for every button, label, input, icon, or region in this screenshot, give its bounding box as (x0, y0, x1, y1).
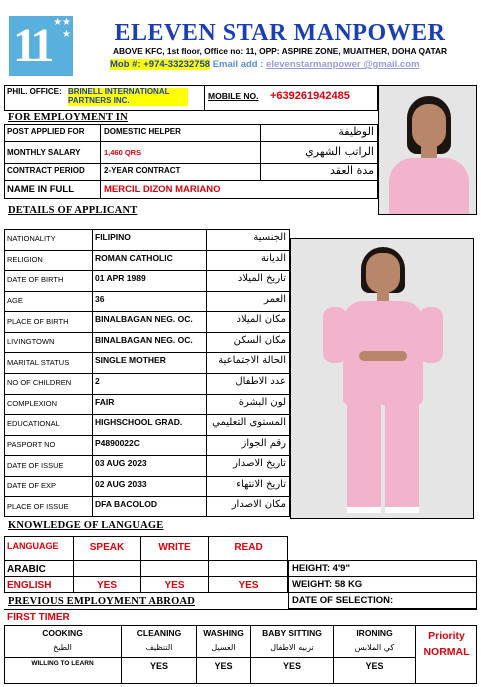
grid-line (4, 373, 290, 374)
grid-line (4, 657, 415, 658)
previous-employment-value: FIRST TIMER (7, 612, 70, 623)
detail-value: FILIPINO (95, 232, 131, 242)
date-of-selection: DATE OF SELECTION: (292, 595, 394, 606)
language-header: SPEAK (89, 542, 125, 553)
grid-line (4, 311, 290, 312)
mobile-number: Mob #: +974-33232758 (110, 59, 211, 70)
grid-line (288, 576, 477, 577)
detail-value: BINALBAGAN NEG. OC. (95, 314, 193, 325)
detail-arabic: تاريخ الانتهاء (236, 478, 286, 490)
priority-label: Priority (428, 630, 465, 642)
skill-value: YES (214, 661, 233, 671)
employment-value: 2-YEAR CONTRACT (104, 166, 181, 175)
detail-value: P4890022C (95, 437, 140, 448)
skill-value: YES (149, 661, 168, 671)
grid-line (260, 124, 261, 181)
weight-value: WEIGHT: 58 KG (292, 579, 363, 590)
detail-arabic: العمر (264, 293, 286, 305)
details-section-title: DETAILS OF APPLICANT (8, 205, 138, 216)
name-value: MERCIL DIZON MARIANO (104, 184, 221, 195)
detail-label: AGE (7, 296, 23, 305)
contact-line (110, 59, 480, 70)
skill-value: YES (365, 661, 384, 671)
priority-value: NORMAL (423, 646, 470, 658)
skill-header: WASHING (203, 628, 244, 638)
phil-office-label: PHIL. OFFICE: (7, 87, 62, 96)
grid-line (4, 476, 290, 477)
height-value: HEIGHT: 4'9" (292, 563, 350, 574)
detail-value: ROMAN CATHOLIC (95, 252, 173, 263)
employment-value: DOMESTIC HELPER (104, 127, 181, 136)
email-label: Email add : (212, 59, 264, 70)
skill-arabic: تربيه الاطفال (270, 643, 314, 652)
detail-label: COMPLEXION (7, 398, 58, 408)
language-name: ARABIC (7, 564, 46, 575)
phil-office-value: BRINELL INTERNATIONAL PARTNERS INC. (68, 88, 188, 106)
company-name: ELEVEN STAR MANPOWER (114, 20, 446, 46)
grid-line (100, 124, 101, 199)
detail-value: FAIR (95, 396, 115, 407)
language-header: WRITE (158, 542, 191, 553)
star-icon: ★ (62, 29, 71, 40)
detail-arabic: مكان الميلاد (236, 314, 286, 326)
detail-value: BINALBAGAN NEG. OC. (95, 334, 193, 345)
email-address[interactable]: elevenstarmanpower @gmail.com (266, 59, 420, 70)
grid-line (4, 270, 290, 271)
grid-line (288, 592, 477, 593)
grid-line (4, 560, 288, 561)
name-label: NAME IN FULL (7, 184, 75, 195)
skill-arabic: التنظيف (145, 643, 173, 652)
grid-line (4, 455, 290, 456)
grid-line (4, 141, 378, 142)
previous-employment-title: PREVIOUS EMPLOYMENT ABROAD (8, 596, 196, 607)
language-speak: YES (96, 580, 117, 591)
employment-arabic: الراتب الشهري (305, 145, 374, 158)
grid-line (4, 609, 477, 610)
detail-arabic: تاريخ الميلاد (237, 273, 286, 285)
language-header: READ (234, 542, 263, 553)
grid-line (4, 496, 290, 497)
detail-arabic: عدد الاطفال (235, 376, 286, 387)
detail-label: PLACE OF BIRTH (7, 316, 69, 326)
grid-line (4, 352, 290, 353)
detail-arabic: رقم الجواز (241, 437, 286, 449)
detail-arabic: الجنسية (253, 232, 286, 243)
grid-line (4, 435, 290, 436)
language-read: YES (238, 580, 259, 591)
detail-arabic: تاريخ الاصدار (233, 458, 286, 470)
language-name: ENGLISH (7, 580, 52, 591)
headshot-photo (378, 85, 477, 215)
detail-value: 2 (95, 376, 100, 386)
detail-label: DATE OF ISSUE (7, 460, 64, 470)
employment-section-title: FOR EMPLOYMENT IN (8, 112, 128, 123)
grid-line (4, 394, 290, 395)
detail-arabic: الديانة (260, 252, 286, 264)
employment-label: MONTHLY SALARY (7, 148, 81, 157)
language-write: YES (164, 580, 185, 591)
language-header: LANGUAGE (7, 541, 59, 551)
detail-label: DATE OF BIRTH (7, 275, 64, 285)
grid-line (4, 414, 290, 415)
detail-label: NATIONALITY (7, 234, 56, 244)
detail-value: 03 AUG 2023 (95, 458, 147, 469)
mobile-label: MOBILE NO. (208, 91, 259, 101)
detail-arabic: مكان الاصدار (231, 499, 286, 511)
detail-label: EDUCATIONAL (7, 419, 60, 429)
skill-header: CLEANING (136, 628, 182, 638)
skill-value: WILLING TO LEARN (31, 660, 94, 667)
logo-text: 11 (13, 19, 51, 72)
grid-line (4, 250, 290, 251)
office-divider (204, 85, 205, 111)
employment-label: POST APPLIED FOR (7, 127, 85, 136)
full-body-photo (290, 238, 474, 519)
detail-arabic: الحالة الاجتماعية (218, 355, 286, 367)
detail-value: 01 APR 1989 (95, 273, 146, 284)
grid-line (4, 163, 378, 164)
detail-label: LIVINGTOWN (7, 337, 55, 347)
language-section-title: KNOWLEDGE OF LANGUAGE (8, 520, 164, 531)
detail-arabic: مكان السكن (233, 334, 286, 346)
detail-value: 36 (95, 293, 105, 304)
detail-label: PLACE OF ISSUE (7, 501, 69, 511)
skill-arabic: الطبخ (53, 643, 72, 652)
skill-value: YES (282, 661, 301, 671)
grid-line (4, 332, 290, 333)
detail-value: HIGHSCHOOL GRAD. (95, 417, 183, 428)
skill-header: IRONING (356, 628, 393, 638)
detail-label: MARITAL STATUS (7, 357, 70, 367)
detail-arabic: المستوى التعليمي (212, 417, 286, 429)
detail-value: DFA BACOLOD (95, 499, 158, 510)
detail-value: 02 AUG 2033 (95, 478, 147, 489)
star-icon: ★★ (53, 17, 71, 28)
employment-label: CONTRACT PERIOD (7, 166, 85, 175)
detail-label: NO OF CHILDREN (7, 378, 72, 388)
skill-header: BABY SITTING (262, 628, 322, 638)
detail-value: SINGLE MOTHER (95, 355, 166, 366)
detail-arabic: لون البشرة (238, 396, 286, 408)
grid-line (4, 291, 290, 292)
skill-arabic: الغسيل (211, 643, 236, 652)
detail-label: PASPORT NO (7, 440, 56, 449)
company-logo (9, 16, 73, 76)
skill-header: COOKING (42, 628, 83, 638)
mobile-value: +639261942485 (270, 90, 350, 102)
employment-arabic: الوظيفة (338, 125, 374, 138)
employment-value: 1,460 QRS (104, 148, 142, 157)
grid-line (4, 576, 288, 577)
employment-arabic: مدة العقد (330, 164, 374, 177)
skill-arabic: كي الملابس (354, 643, 395, 652)
grid-line (4, 180, 378, 181)
company-address: ABOVE KFC, 1st floor, Office no: 11, OPP: ASPIRE ZONE, MUAITHER, DOHA QATAR (112, 46, 448, 56)
detail-label: DATE OF EXP (7, 481, 57, 491)
detail-label: RELIGION (7, 254, 43, 264)
